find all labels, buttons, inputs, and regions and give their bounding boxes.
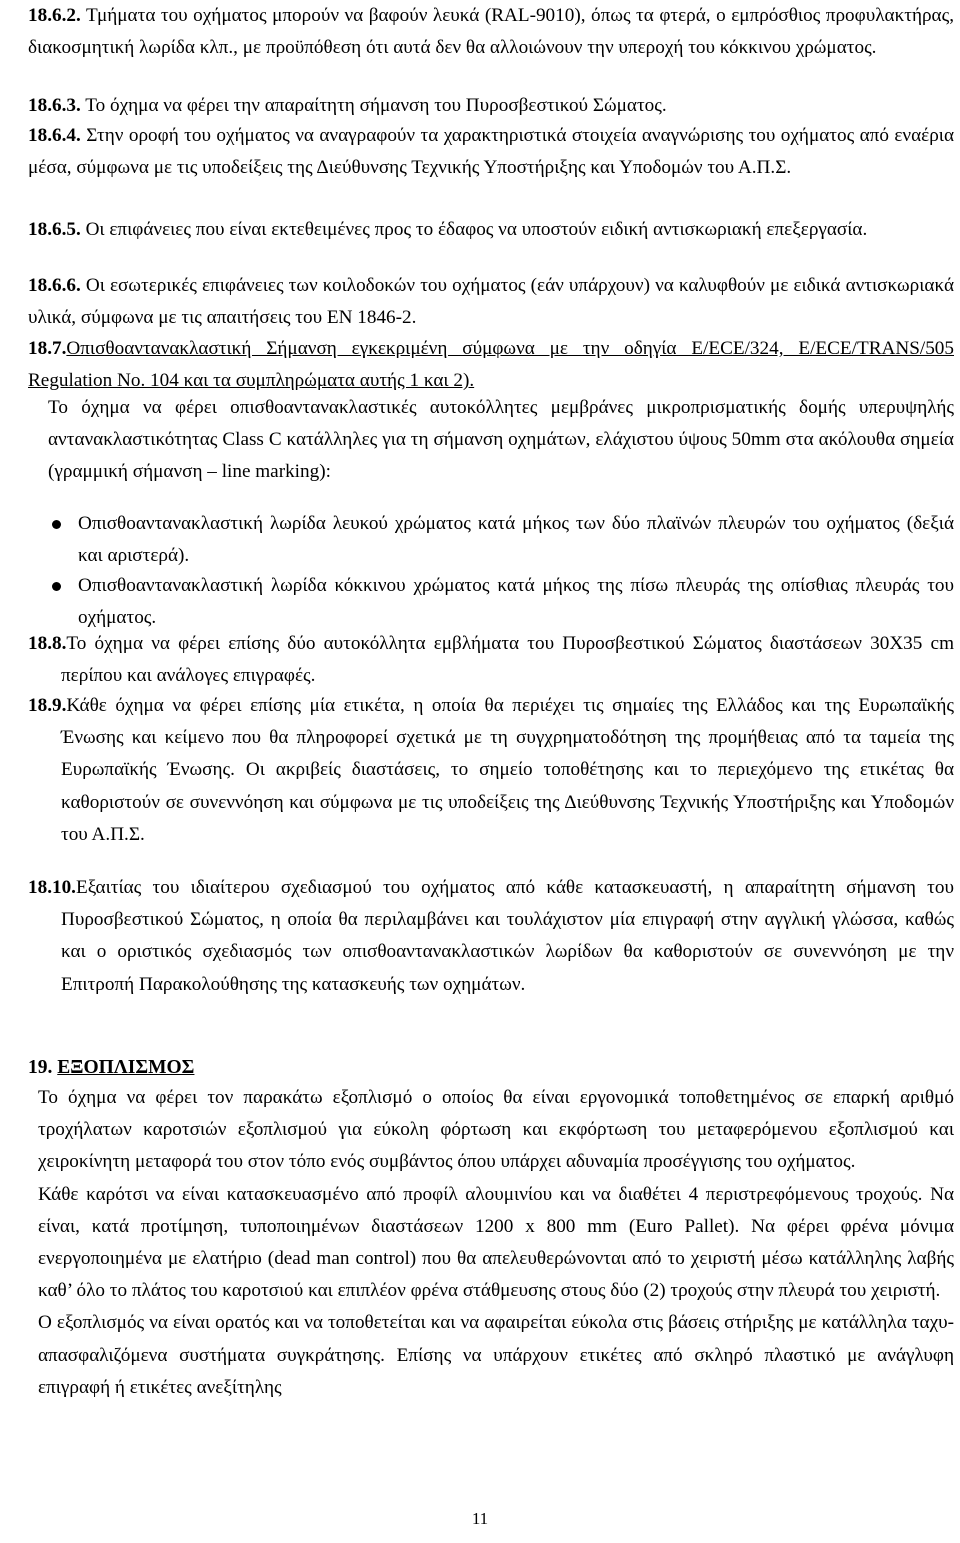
page-number: 11 — [471, 1509, 489, 1528]
section-number: 18.7. — [28, 338, 67, 359]
section-text: Το όχημα να φέρει την απαραίτητη σήμανση του Πυροσβεστικού Σώματος. — [85, 95, 667, 116]
section-title: ΕΞΟΠΛΙΣΜΟΣ — [57, 1057, 195, 1078]
list-item-text: Οπισθοαντανακλαστική λωρίδα κόκκινου χρώματος κατά μήκος της πίσω πλευράς της οπίσθιας πλευράς του οχήματος. — [78, 575, 954, 629]
section-18-7-body — [48, 392, 954, 489]
list-item-text: Οπισθοαντανακλαστική λωρίδα λευκού χρώματος κατά μήκος των δύο πλαϊνών πλευρών του οχήματος (δεξιά και αριστερά). — [78, 513, 954, 567]
section-number: 18.6.3. — [28, 95, 81, 116]
section-text: Το όχημα να φέρει οπισθοαντανακλαστικές αυτοκόλλητες μεμβράνες μικροπρισματικής δομής υπερυψηλής αντανακλαστικότητας Class C κατάλληλες για τη σήμανση οχημάτων, ελάχιστου ύψους 50mm στα ακόλουθα σημεία (γραμμική σήμανση – line marking): — [48, 397, 954, 483]
bullet-icon — [52, 520, 61, 529]
section-18-6-6 — [28, 270, 954, 334]
section-18-7 — [28, 333, 954, 397]
section-18-6-3 — [28, 90, 954, 122]
section-18-9 — [28, 690, 954, 851]
section-19-heading — [28, 1052, 194, 1084]
section-19-body — [38, 1082, 954, 1404]
section-number: 18.8. — [28, 633, 67, 654]
section-text: Εξαιτίας του ιδιαίτερου σχεδιασμού του οχήματος από κάθε κατασκευαστή, η απαραίτητη σήμανση του Πυροσβεστικού Σώματος, η οποία θα περιλαμβάνει και τουλάχιστον μία επιγραφή στην αγγλική γλώσσα, καθώς και ο οριστικός σχεδιασμός των οπισθοαντανακλαστικών λωρίδων θα καθοριστούν σε συνεννόηση με την Επιτροπή Παρακολούθησης της κατασκευής των οχημάτων. — [61, 877, 954, 995]
section-18-6-2 — [28, 0, 954, 64]
section-number: 19. — [28, 1057, 53, 1078]
paragraph: Ο εξοπλισμός να είναι ορατός και να τοποθετείται και να αφαιρείται εύκολα στις βάσεις στήριξης με κατάλληλα ταχυ-απασφαλιζόμενα συστήματα συγκράτησης. Επίσης να υπάρχουν ετικέτες από σκληρό πλαστικό με ανάγλυφη επιγραφή ή ετικέτες ανεξίτηλης — [38, 1312, 954, 1398]
section-number: 18.6.5. — [28, 219, 81, 240]
section-text: Οι εσωτερικές επιφάνειες των κοιλοδοκών του οχήματος (εάν υπάρχουν) να καλυφθούν με ειδικά αντισκωριακά υλικά, σύμφωνα με τις απαιτήσεις του EN 1846-2. — [28, 275, 954, 329]
section-text: Κάθε όχημα να φέρει επίσης μία ετικέτα, η οποία θα περιέχει τις σημαίες της Ελλάδος και της Ευρωπαϊκής Ένωσης και κείμενο που θα πληροφορεί σχετικά με τη συγχρηματοδότηση της προμήθειας από τα ταμεία της Ευρωπαϊκής Ένωσης. Οι ακριβείς διαστάσεις, το σημείο τοποθέτησης και το περιεχόμενο της ετικέτας θα καθοριστούν σε συνεννόηση και σύμφωνα με τις υποδείξεις της Διεύθυνσης Τεχνικής Υποστήριξης και Υποδομών του Α.Π.Σ. — [61, 695, 954, 845]
bullet-icon — [52, 582, 61, 591]
section-title: Οπισθοαντανακλαστική Σήμανση εγκεκριμένη σύμφωνα με την οδηγία E/ECE/324, E/ECE/TRANS/505 Regulation No. 104 και τα συμπληρώματα αυτής 1 και 2). — [28, 338, 954, 392]
paragraph: Το όχημα να φέρει τον παρακάτω εξοπλισμό ο οποίος θα είναι εργονομικά τοποθετημένος σε επαρκή αριθμό τροχήλατων καροτσιών εξοπλισμού για εύκολη φόρτωση και εκφόρτωση του μεταφερόμενου εξοπλισμού και χειροκίνητη μεταφορά του στον τόπο ενός συμβάντος όπου υπάρχει αδυναμία προσέγγισης του οχήματος. — [38, 1087, 954, 1173]
section-number: 18.9. — [28, 695, 67, 716]
section-number: 18.10. — [28, 877, 76, 898]
section-number: 18.6.6. — [28, 275, 81, 296]
section-18-10 — [28, 872, 954, 1001]
paragraph: Κάθε καρότσι να είναι κατασκευασμένο από προφίλ αλουμινίου και να διαθέτει 4 περιστρεφόμενους τροχούς. Να είναι, κατά προτίμηση, τυποποιημένων διαστάσεων 1200 x 800 mm (Euro Pallet). Να φέρει φρένα μόνιμα ενεργοποιημένα με ελατήριο (dead man control) που θα απελευθερώνονται από το χειριστή μέσω κατάλληλης λαβής καθ’ όλο το πλάτος του καροτσιού και επιπλέον φρένα στάθμευσης στους δύο (2) τροχούς στην πλευρά του χειριστή. — [38, 1183, 954, 1302]
section-number: 18.6.2. — [28, 5, 81, 26]
section-18-6-5 — [28, 214, 954, 246]
section-text: Το όχημα να φέρει επίσης δύο αυτοκόλλητα εμβλήματα του Πυροσβεστικού Σώματος διαστάσεων 30Χ35 cm περίπου και ανάλογες επιγραφές. — [61, 633, 954, 687]
section-number: 18.6.4. — [28, 125, 81, 146]
section-18-6-4 — [28, 120, 954, 184]
list-item — [78, 508, 954, 572]
section-18-8 — [28, 628, 954, 692]
section-text: Στην οροφή του οχήματος να αναγραφούν τα χαρακτηριστικά στοιχεία αναγνώρισης του οχήματος από εναέρια μέσα, σύμφωνα με τις υποδείξεις της Διεύθυνσης Τεχνικής Υποστήριξης και Υποδομών του Α.Π.Σ. — [28, 125, 955, 179]
section-text: Τμήματα του οχήματος μπορούν να βαφούν λευκά (RAL-9010), όπως τα φτερά, ο εμπρόσθιος προφυλακτήρας, διακοσμητική λωρίδα κλπ., με προϋπόθεση ότι αυτά δεν θα αλλοιώνουν την υπεροχή του κόκκινου χρώματος. — [28, 5, 955, 59]
section-text: Οι επιφάνειες που είναι εκτεθειμένες προς το έδαφος να υποστούν ειδική αντισκωριακή επεξεργασία. — [85, 219, 868, 240]
list-item — [78, 570, 954, 634]
